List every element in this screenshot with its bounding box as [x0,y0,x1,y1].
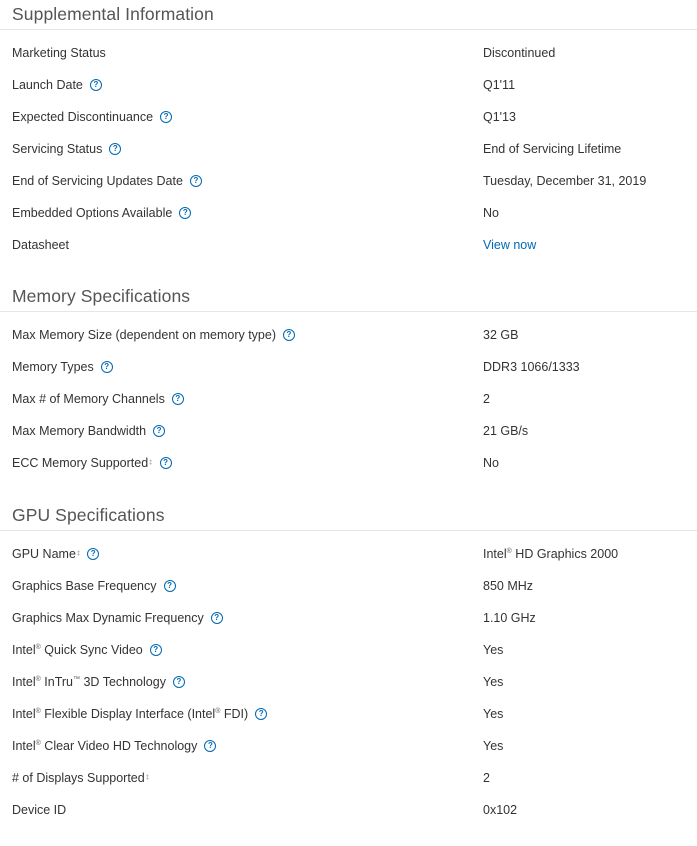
spec-value: Yes [483,643,504,657]
spec-row-launch-date [0,69,697,101]
spec-row-embedded-options [0,197,697,229]
spec-value: 0x102 [483,803,518,817]
gpu-rows [0,531,697,826]
spec-value: 2 [483,771,490,785]
spec-value: 1.10 GHz [483,611,536,625]
spec-label: Marketing Status [12,46,106,60]
spec-row-graphics-max-frequency [0,602,697,634]
spec-label: End of Servicing Updates Date [12,174,183,188]
label-part: InTru [40,675,73,689]
spec-label: # of Displays Supported [12,771,145,785]
spec-value: 21 GB/s [483,424,529,438]
help-icon[interactable]: ? [283,329,295,341]
spec-row-memory-bandwidth [0,415,697,447]
spec-label: GPU Name [12,547,76,561]
spec-row-quick-sync-video [0,634,697,666]
section-title-gpu: GPU Specifications [0,501,697,531]
spec-label: Embedded Options Available [12,206,173,220]
memory-section [0,282,697,479]
spec-value: No [483,206,499,220]
registered-mark: ® [35,643,41,651]
supplemental-section [0,0,697,261]
spec-label: Max Memory Bandwidth [12,424,147,438]
label-part: Quick Sync Video [40,643,143,657]
spec-value: 2 [483,392,490,406]
value-part: HD Graphics 2000 [511,547,619,561]
footnote-marker: ‡ [76,551,81,557]
label-part: 3D Technology [80,675,166,689]
registered-mark: ® [215,707,221,715]
spec-row-max-memory-size [0,319,697,351]
spec-label [12,675,166,689]
spec-value: Yes [483,707,504,721]
help-icon[interactable]: ? [150,644,162,656]
spec-value: Tuesday, December 31, 2019 [483,174,647,188]
spec-row-end-of-servicing-date [0,165,697,197]
spec-row-displays-supported [0,762,697,794]
spec-label: Graphics Max Dynamic Frequency [12,611,204,625]
spec-row-gpu-name [0,538,697,570]
help-icon[interactable]: ? [109,143,121,155]
help-icon[interactable]: ? [160,457,172,469]
supplemental-rows [0,30,697,261]
spec-label: Datasheet [12,238,69,252]
help-icon[interactable]: ? [255,708,267,720]
spec-row-ecc-memory [0,447,697,479]
spec-row-expected-discontinuance [0,101,697,133]
spec-label: Memory Types [12,360,94,374]
label-part: Intel [12,739,36,753]
spec-row-device-id [0,794,697,826]
spec-value: No [483,456,499,470]
spec-value: Q1'13 [483,110,516,124]
help-icon[interactable]: ? [87,548,99,560]
help-icon[interactable]: ? [204,740,216,752]
label-part: Flexible Display Interface (Intel [40,707,216,721]
spec-row-memory-types [0,351,697,383]
spec-row-servicing-status [0,133,697,165]
label-part: FDI) [220,707,249,721]
spec-value: Yes [483,739,504,753]
spec-value: 850 MHz [483,579,534,593]
spec-value: 32 GB [483,328,519,342]
spec-value: Discontinued [483,46,556,60]
registered-mark: ® [35,675,41,683]
spec-label: Servicing Status [12,142,103,156]
section-title-memory: Memory Specifications [0,282,697,312]
trademark-mark: ™ [73,675,80,683]
spec-row-flexible-display-interface [0,698,697,730]
spec-row-clear-video-hd [0,730,697,762]
label-part: Intel [12,643,36,657]
label-part: Intel [12,675,36,689]
spec-label: Graphics Base Frequency [12,579,157,593]
help-icon[interactable]: ? [211,612,223,624]
footnote-marker: ‡ [149,460,153,466]
footnote-marker: ‡ [145,775,150,781]
spec-label: Expected Discontinuance [12,110,154,124]
section-title-supplemental: Supplemental Information [0,0,697,30]
registered-mark: ® [35,707,41,715]
spec-row-marketing-status [0,37,697,69]
spec-label [12,707,248,721]
spec-label: Launch Date [12,78,83,92]
spec-row-graphics-base-frequency [0,570,697,602]
help-icon[interactable]: ? [173,676,185,688]
spec-value: Yes [483,675,504,689]
spec-label: Device ID [12,803,67,817]
spec-value: DDR3 1066/1333 [483,360,580,374]
registered-mark: ® [506,547,512,555]
spec-label: Max # of Memory Channels [12,392,165,406]
datasheet-view-now-link[interactable]: View now [483,238,537,252]
registered-mark: ® [35,739,41,747]
spec-label [12,739,197,753]
help-icon[interactable]: ? [172,393,184,405]
label-part: Clear Video HD Technology [40,739,198,753]
spec-value: End of Servicing Lifetime [483,142,622,156]
spec-value: Q1'11 [483,78,516,92]
value-part: Intel [483,547,507,561]
spec-label: ECC Memory Supported [12,456,149,470]
spec-label [12,643,143,657]
help-icon[interactable]: ? [90,79,102,91]
gpu-section [0,501,697,826]
help-icon[interactable]: ? [160,111,172,123]
spec-value [471,547,697,561]
help-icon[interactable]: ? [164,580,176,592]
spec-row-intru-3d [0,666,697,698]
spec-row-datasheet [0,229,697,261]
help-icon[interactable]: ? [153,425,165,437]
help-icon[interactable]: ? [101,361,113,373]
label-part: Intel [12,707,36,721]
memory-rows [0,312,697,479]
spec-row-memory-channels [0,383,697,415]
spec-label: Max Memory Size (dependent on memory type) [12,328,276,342]
help-icon[interactable]: ? [190,175,202,187]
help-icon[interactable]: ? [179,207,191,219]
